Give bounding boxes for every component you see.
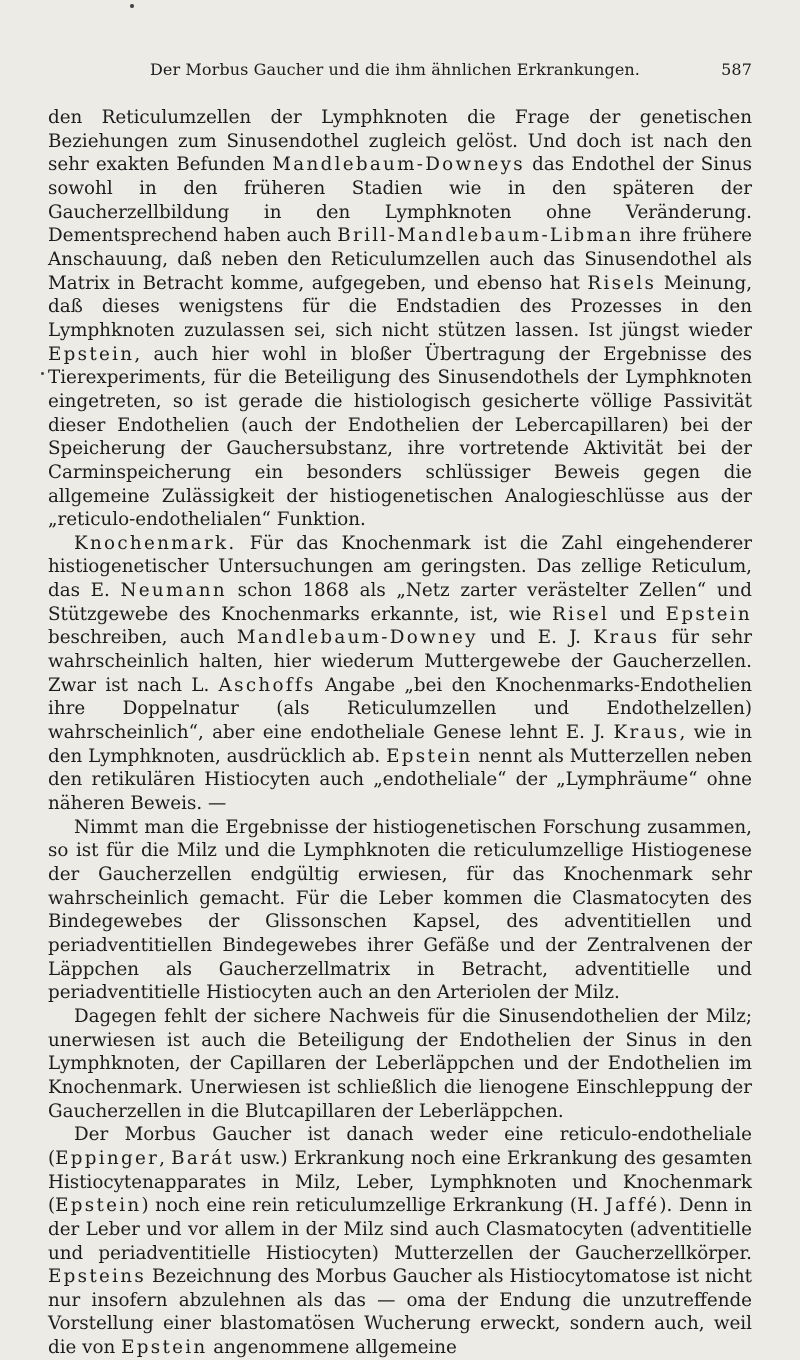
text-run: den Reticulumzellen der Lymphknoten die Frage der genetischen Beziehungen zum Sinusendothel zugleich gelöst. Und doch ist nach den sehr exakten Befunden <box>48 107 752 176</box>
paragraph <box>48 106 752 532</box>
spaced-name: Risel <box>552 603 610 625</box>
ink-speck <box>130 4 134 8</box>
spaced-name: Barát <box>171 1147 234 1169</box>
spaced-name: Epstein <box>48 343 135 365</box>
spaced-name: Knochenmark. <box>74 532 237 554</box>
paragraph <box>48 816 752 1005</box>
spaced-name: Neumann <box>120 580 227 602</box>
text-run: Für das Knochenmark ist die Zahl eingehenderer histiogenetischer Untersuchungen am geringsten. Das zellige Reticulum, das E. <box>48 532 752 602</box>
text-run: angenommene allgemeine <box>207 1337 457 1359</box>
ink-speck <box>41 372 44 375</box>
text-run: beschreiben, auch <box>48 627 237 649</box>
text-run: ) noch eine rein reticulumzellige Erkrankung (H. <box>141 1195 606 1217</box>
text-run: Bezeichnung des Morbus Gaucher als Histiocytomatose ist nicht nur insofern abzulehnen als das — oma der Endung die unzutreffende Vorstellung einer blastomatösen Wucherung erweckt, sondern auch, weil die von <box>48 1266 752 1359</box>
text-run: schon 1868 als „Netz zarter verästelter Zellen“ und Stützgewebe des Knochenmarks erkannte, ist, wie <box>48 580 752 625</box>
paragraph <box>48 532 752 816</box>
text-run: für sehr wahrscheinlich halten, hier wiederum Muttergewebe der Gaucherzellen. Zwar ist nach L. <box>48 627 753 696</box>
page-number: 587 <box>721 60 752 79</box>
text-run: das Endothel der Sinus sowohl in den früheren Stadien wie in den späteren der Gaucherzellbildung in den Lymphknoten ohne Veränderung. Dementsprechend haben auch <box>48 154 752 247</box>
text-run: Dagegen fehlt der sichere Nachweis für die Sinusendothelien der Milz; unerwiesen ist auch die Beteiligung der Endothelien der Sinus in den Lymphknoten, der Capillaren der Leberläppchen und der Endothelien im Knochenmark. Unerwiesen ist schließlich die lienogene Einschleppung der Gaucherzellen in die Blutcapillaren der Leberläppchen. <box>48 1005 752 1122</box>
text-run: , <box>159 1147 172 1169</box>
body-text <box>48 106 752 1360</box>
text-run: und <box>609 603 666 625</box>
spaced-name: Jaffé <box>605 1195 660 1217</box>
paragraph <box>48 1123 752 1360</box>
spaced-name: Brill-Mandlebaum-Libman <box>337 225 634 247</box>
running-header <box>48 60 752 86</box>
spaced-name: Epstein <box>121 1337 208 1359</box>
text-run: und E. J. <box>477 627 594 649</box>
text-run: Angabe „bei den Knochenmarks-Endothelien ihre Doppelnatur (als Reticulumzellen und Endothelzellen) wahrscheinlich“, aber eine endotheliale Genese lehnt E. J. <box>48 674 752 744</box>
text-run: Nimmt man die Ergebnisse der histiogenetischen Forschung zusammen, so ist für die Milz und die Lymphknoten die reticulumzellige Histiogenese der Gaucherzellen endgültig erwiesen, für das Knochenmark sehr wahrscheinlich gemacht. Für die Leber kommen die Clasmatocyten des Bindegewebes der Glissonschen Kapsel, des adventitiellen und periadventitiellen Bindegewebes ihrer Gefäße und der Zentralvenen der Läppchen als Gaucherzellmatrix in Betracht, adventitielle und periadventitielle Histiocyten auch an den Arteriolen der Milz. <box>48 816 752 1004</box>
running-title: Der Morbus Gaucher und die ihm ähnlichen Erkrankungen. <box>150 60 640 79</box>
paragraph <box>48 1005 752 1123</box>
spaced-name: Mandlebaum-Downey <box>236 627 478 649</box>
text-run: Der Morbus Gaucher ist danach weder eine reticulo-endotheliale ( <box>48 1124 752 1169</box>
text-run: ihre frühere Anschauung, daß neben den Reticulumzellen auch das Sinusendothel als Matrix in Betracht komme, aufgegeben, und ebenso hat <box>48 225 752 294</box>
spaced-name: Kraus <box>613 722 680 744</box>
spaced-name: Mandlebaum-Downeys <box>272 154 525 176</box>
text-run: ). Denn in der Leber und vor allem in der Milz sind auch Clasmatocyten (adventitielle und periadventitielle Histiocyten) Mutterzellen der Gaucherzellkörper. <box>48 1195 752 1264</box>
spaced-name: Aschoffs <box>218 674 316 696</box>
spaced-name: Kraus <box>593 627 660 649</box>
text-run: , wie in den Lymphknoten, ausdrücklich ab. <box>48 722 752 767</box>
spaced-name: Epstein <box>55 1195 142 1217</box>
text-run: usw.) Erkrankung noch eine Erkrankung des gesamten Histiocytenapparates in Milz, Leber, Lymphknoten und Knochenmark ( <box>48 1147 753 1217</box>
spaced-name: Epstein <box>386 745 473 767</box>
spaced-name: Eppinger <box>55 1147 160 1169</box>
text-run: Meinung, daß dieses wenigstens für die Endstadien des Prozesses in den Lymphknoten zuzulassen sei, sich nicht stützen lassen. Ist jüngst wieder <box>48 272 753 341</box>
text-run: , auch hier wohl in bloßer Übertragung der Ergebnisse des Tierexperiments, für die Beteiligung des Sinusendothels der Lymphknoten eingetreten, so ist gerade die histiologisch gesicherte völlige Passivität dieser Endothelien (auch der Endothelien der Lebercapillaren) bei der Speicherung der Gauchersubstanz, ihre vortretende Aktivität bei der Carminspeicherung ein besonders schlüssiger Beweis gegen die allgemeine Zulässigkeit der histiogenetischen Analogieschlüsse aus der „reticulo-endothelialen“ Funktion. <box>48 343 752 531</box>
spaced-name: Epstein <box>665 603 752 625</box>
spaced-name: Epsteins <box>48 1266 146 1288</box>
text-run: nennt als Mutterzellen neben den retikulären Histiocyten auch „endotheliale“ der „Lymphräume“ ohne näheren Beweis. — <box>48 745 752 815</box>
spaced-name: Risels <box>587 272 657 294</box>
